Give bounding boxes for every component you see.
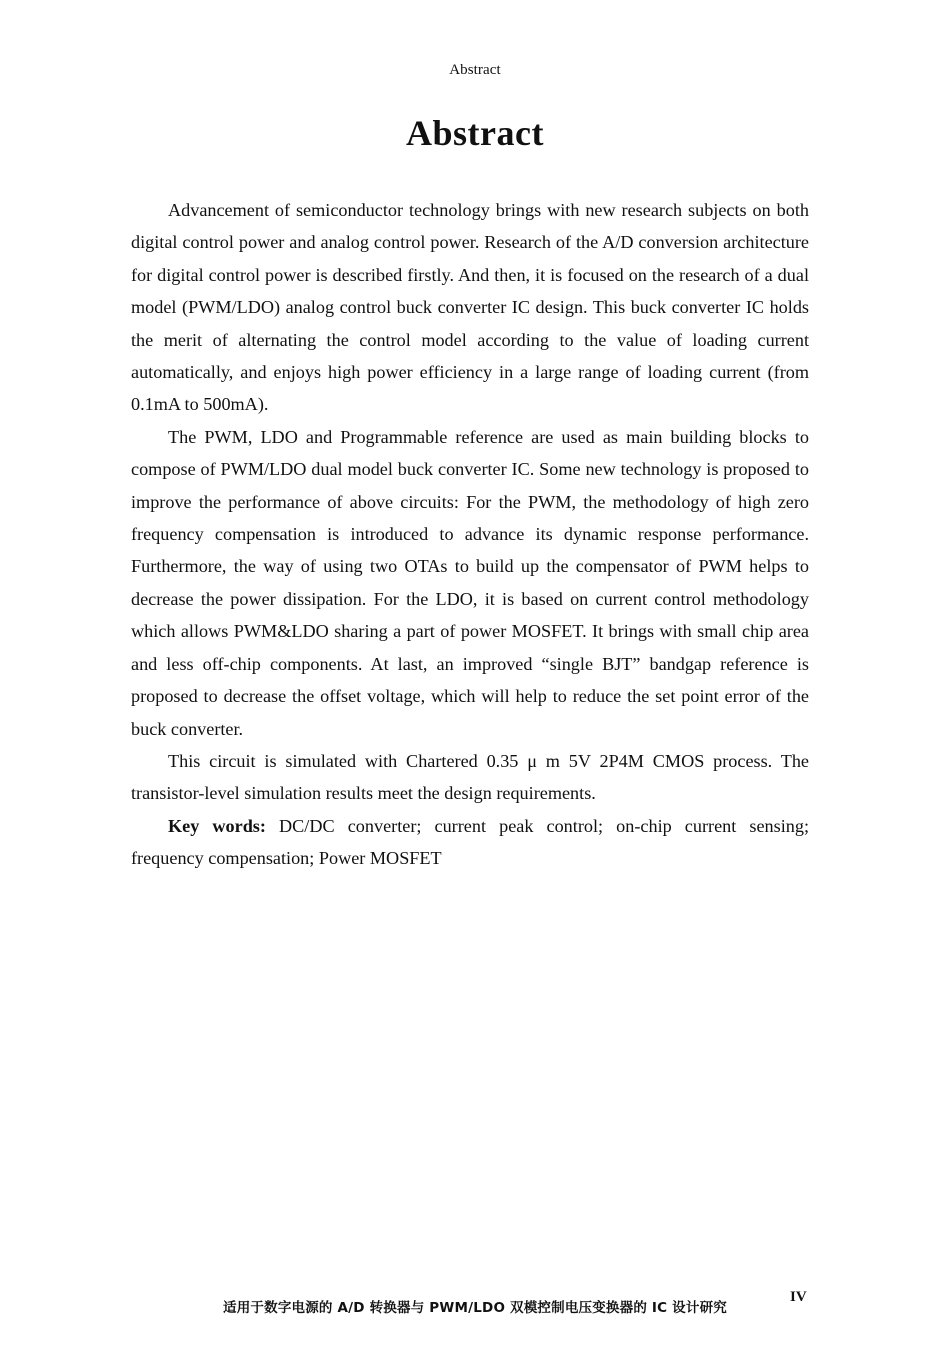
keywords-paragraph: [131, 810, 809, 875]
abstract-paragraph-3: This circuit is simulated with Chartered 0.35 μ m 5V 2P4M CMOS process. The transistor-level simulation results meet the design requirements.: [131, 750, 809, 804]
page-title: Abstract: [406, 113, 544, 153]
abstract-body: [131, 194, 809, 875]
page-number: IV: [790, 1289, 807, 1305]
keywords-label: Key words:: [168, 815, 266, 836]
abstract-paragraph-1: Advancement of semiconductor technology brings with new research subjects on both digital control power and analog control power. Research of the A/D conversion architecture for digital control power is described firstly. And then, it is focused on the research of a dual model (PWM/LDO) analog control buck converter IC design. This buck converter IC holds the merit of alternating the control model according to the value of loading current automatically, and enjoys high power efficiency in a large range of loading current (from 0.1mA to 500mA).: [131, 200, 809, 415]
abstract-paragraph-2: The PWM, LDO and Programmable reference are used as main building blocks to compose of PWM/LDO dual model buck converter IC. Some new technology is proposed to improve the performance of above circuits: For the PWM, the methodology of high zero frequency compensation is introduced to advance its dynamic response performance. Furthermore, the way of using two OTAs to build up the compensator of PWM helps to decrease the power dissipation. For the LDO, it is based on current control methodology which allows PWM&LDO sharing a part of power MOSFET. It brings with small chip area and less off-chip components. At last, an improved “single BJT” bandgap reference is proposed to decrease the offset voltage, which will help to reduce the set point error of the buck converter.: [131, 426, 809, 739]
running-head: Abstract: [449, 62, 501, 78]
keywords-text: DC/DC converter; current peak control; on-chip current sensing; frequency compensation; Power MOSFET: [131, 815, 810, 869]
footer-thesis-title: 适用于数字电源的 A/D 转换器与 PWM/LDO 双模控制电压变换器的 IC 设计研究: [223, 1300, 727, 1316]
